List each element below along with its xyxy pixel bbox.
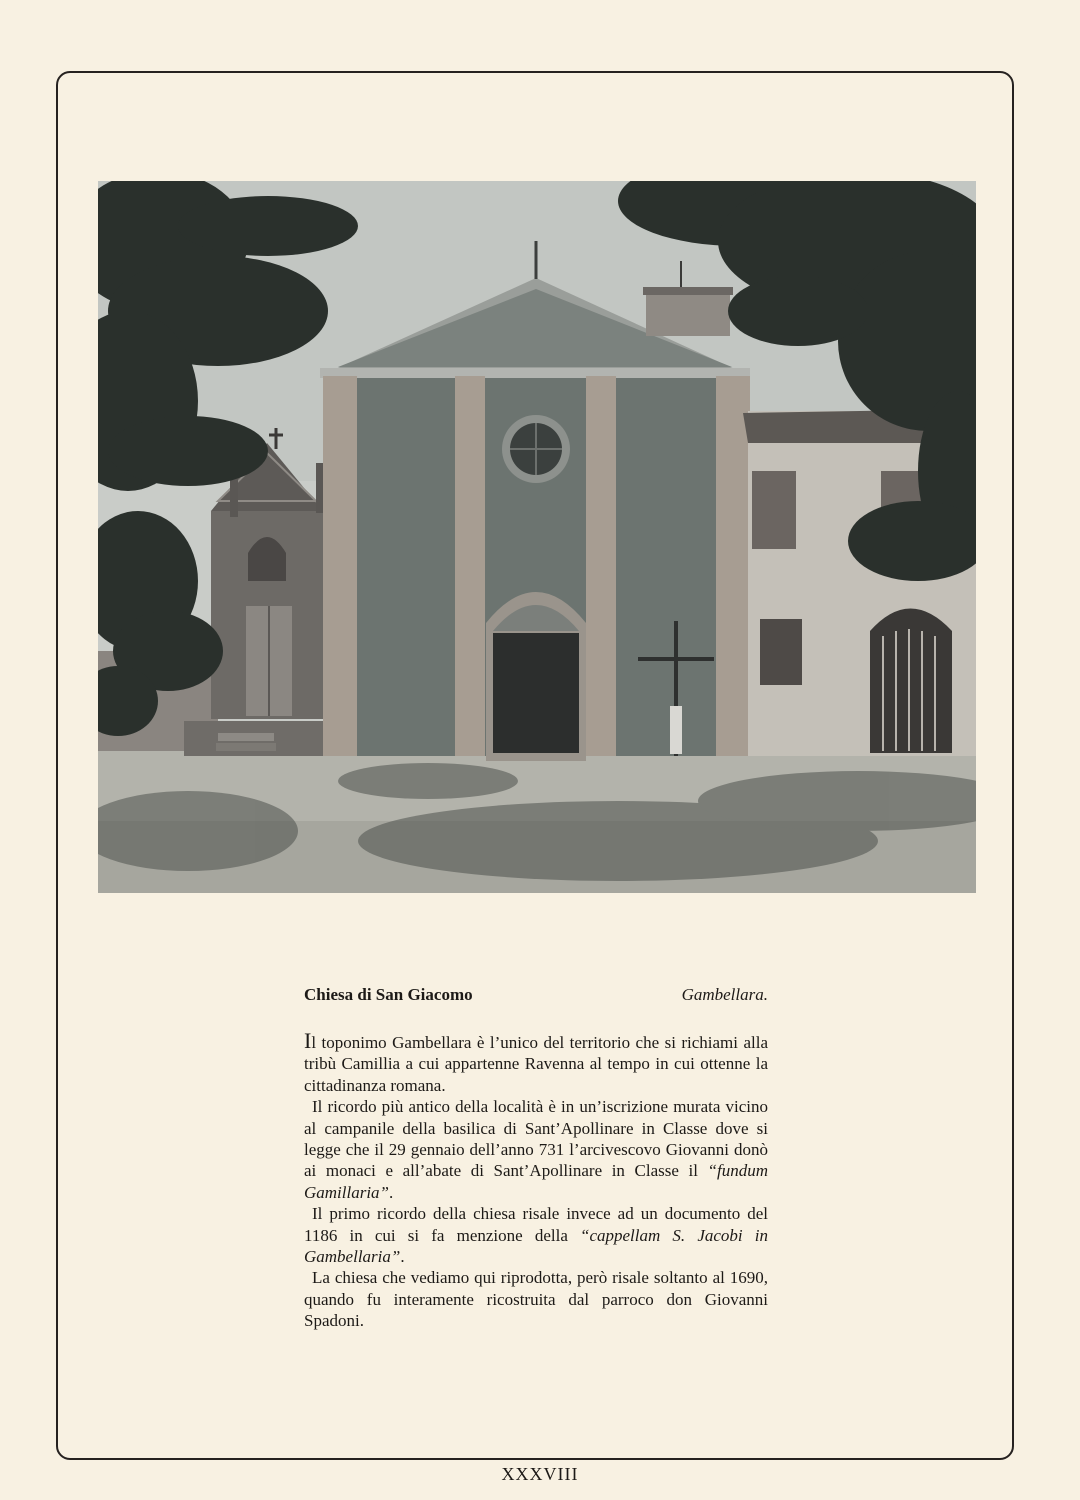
paragraph-2-text: Il ricordo più antico della località è in un’iscrizione murata vicino al campanile della basilica di Sant’Apollinare in Classe dove si legge che il 29 gennaio dell’anno 731 l’arcivescovo Giovanni donò ai monaci e all’abate di Sant’Apollinare in Classe il (304, 1097, 768, 1181)
church-photograph (98, 181, 976, 893)
caption-title: Chiesa di San Giacomo (304, 985, 473, 1004)
caption-place: Gambellara. (681, 985, 768, 1004)
article-body (304, 1030, 768, 1332)
paragraph-2-quote: “fundum Gamillaria” (304, 1161, 768, 1202)
paragraph-2-end: . (389, 1182, 394, 1202)
page-number: XXXVIII (501, 1464, 579, 1484)
drop-cap: I (304, 1028, 312, 1053)
paragraph-1 (304, 1030, 768, 1096)
paragraph-3-quote: “cappellam S. Jacobi in Gambellaria” (304, 1225, 768, 1267)
paragraph-4 (304, 1267, 768, 1331)
paragraph-1-text: l toponimo Gambellara è l’unico del territorio che si richiami alla tribù Camillia a cui appartenne Ravenna al tempo in cui ottenne la cittadinanza romana. (304, 1033, 768, 1095)
paragraph-2 (304, 1096, 768, 1203)
paragraph-4-text: La chiesa che vediamo qui riprodotta, però risale soltanto al 1690, quando fu interamente ricostruita dal parroco don Giovanni Spadoni. (304, 1268, 768, 1331)
church-photograph-drawing (98, 181, 976, 893)
paragraph-3-end: . (400, 1247, 405, 1267)
paragraph-3-text: Il primo ricordo della chiesa risale invece ad un documento del 1186 in cui si fa menzione della (304, 1204, 768, 1245)
paragraph-3 (304, 1203, 768, 1267)
